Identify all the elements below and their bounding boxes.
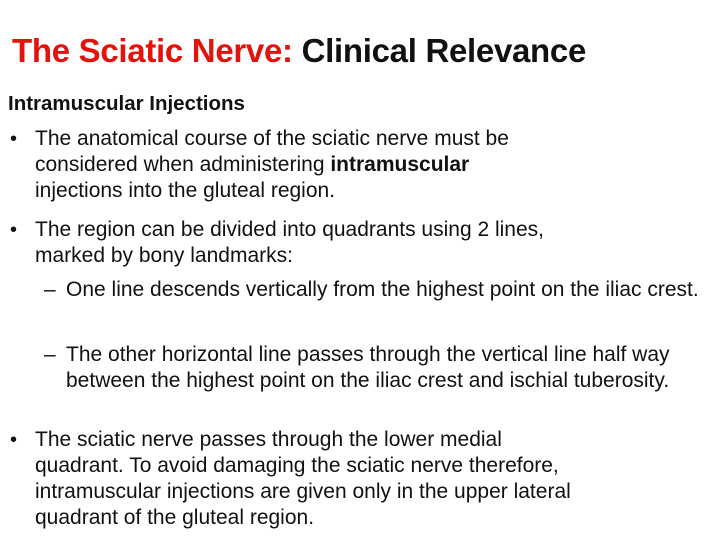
slide-title — [12, 28, 586, 74]
bullet-marker: • — [10, 219, 18, 241]
bullet-marker: • — [10, 429, 18, 451]
sub-bullet-text-line: the iliac crest and ischial tuberosity. — [340, 369, 670, 392]
bullet-item — [0, 126, 509, 204]
bullet-text-line: injections into the gluteal region. — [35, 179, 336, 202]
bullet-marker: • — [10, 128, 18, 150]
bullet-text-line: intramuscular injections are given only in the upper lateral — [35, 480, 571, 503]
bullet-text-line: quadrant. To avoid damaging the sciatic nerve therefore, — [35, 454, 559, 477]
sub-bullet-text-line: vertical line half way between the highest point on — [66, 343, 670, 392]
title-black-part: Clinical Relevance — [301, 32, 587, 69]
sub-bullet-marker: – — [44, 343, 56, 366]
bullet-bold-term: intramuscular — [330, 153, 470, 176]
sub-bullet-text-line: One line descends vertically from the highest point on — [66, 278, 565, 301]
section-heading: Intramuscular Injections — [8, 92, 245, 115]
bullet-text-line: The sciatic nerve passes through the lower medial — [35, 428, 502, 451]
bullet-text-line: quadrant of the gluteal region. — [35, 506, 315, 529]
bullet-text-segment: considered when administering — [35, 153, 325, 176]
sub-bullet-item — [44, 277, 699, 303]
bullet-item — [0, 217, 544, 269]
sub-bullet-item — [44, 342, 715, 394]
sub-bullet-text-line: the iliac crest. — [570, 278, 699, 301]
bullet-item — [0, 427, 571, 531]
bullet-text-line: The anatomical course of the sciatic nerve must be — [35, 127, 509, 150]
bullet-text-line — [35, 152, 509, 178]
sub-bullet-marker: – — [44, 278, 56, 301]
sub-bullet-text-line: The other horizontal line passes through the — [66, 343, 476, 366]
title-red-part: The Sciatic Nerve: — [12, 32, 293, 69]
bullet-text-line: marked by bony landmarks: — [35, 244, 293, 267]
bullet-text-line: The region can be divided into quadrants using 2 lines, — [35, 218, 545, 241]
